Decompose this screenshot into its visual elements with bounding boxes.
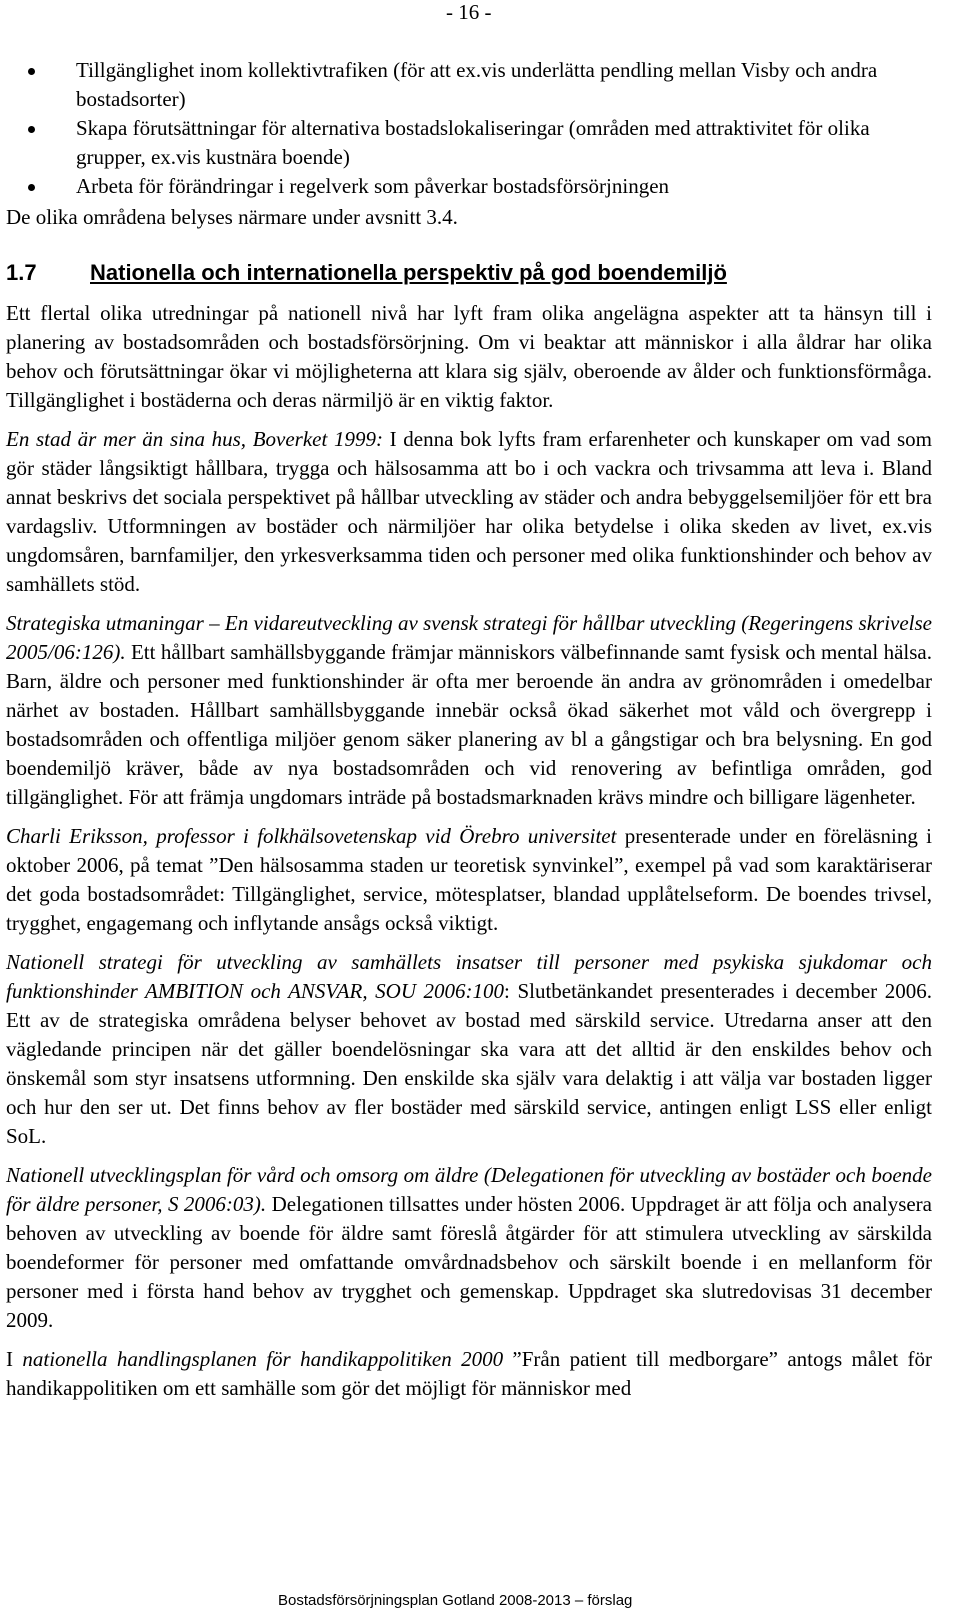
page-number: - 16 - xyxy=(446,0,492,24)
bullet-icon xyxy=(28,126,35,133)
paragraph-text: : Slutbetänkandet presenterades i december 2006. Ett av de strategiska områdena belyser behovet av bostad med särskild service. Utredarna anser att den vägledande principen när det gäller boendelösningar ska vara att det alltid är den enskildes behov och önskemål som styr insatsens utformning. Den enskilde ska själv vara delaktig i att välja var bostaden ligger och hur den ser ut. Det finns behov av fler bostäder med särskild service, antingen enligt LSS eller enligt SoL. xyxy=(6,979,932,1148)
intro-note: De olika områdena belyses närmare under avsnitt 3.4. xyxy=(6,205,458,229)
source-reference: Nationell strategi för utveckling av samhällets insatser till personer med psykiska sjukdomar och funktionshinder AMBITION och ANSVAR, SOU 2006:100 xyxy=(6,950,932,1003)
paragraph xyxy=(6,1345,932,1403)
page-footer: Bostadsförsörjningsplan Gotland 2008-2013 – förslag xyxy=(278,1592,633,1609)
list-item xyxy=(6,172,932,201)
source-reference: En stad är mer än sina hus, Boverket 1999: xyxy=(6,427,383,451)
paragraph-text: ”Från patient till medborgare” antogs målet för handikappolitiken om ett samhälle som gör det möjligt för människor med xyxy=(6,1347,933,1400)
source-reference: Strategiska utmaningar – En vidareutveckling av svensk strategi för hållbar utveckling (Regeringens skrivelse 2005/06:126). xyxy=(6,611,932,664)
source-reference: nationella handlingsplanen för handikappolitiken 2000 xyxy=(22,1347,504,1371)
bullet-icon xyxy=(28,68,35,75)
paragraph xyxy=(6,425,932,599)
paragraph xyxy=(6,948,932,1151)
section-heading xyxy=(6,259,932,287)
paragraph-text: I denna bok lyfts fram erfarenheter och kunskaper om vad som gör städer långsiktigt hållbara, trygga och hälsosamma att bo i och vackra och trivsamma att leva i. Bland annat beskrivs det sociala perspektivet på hållbar utveckling av städer och andra bebyggelsemiljöer för ett bra vardagsliv. Utformningen av bostäder och närmiljöer har olika betydelse i olika skeden av livet, ex.vis ungdomsåren, barnfamiljer, den yrkesverksamma tiden och personer med olika funktionshinder och behov av samhällets stöd. xyxy=(6,427,932,596)
paragraph xyxy=(6,1161,932,1335)
paragraph xyxy=(6,822,932,938)
list-item-text: Skapa förutsättningar för alternativa bostadslokaliseringar (områden med attraktivitet för olika grupper, ex.vis kustnära boende) xyxy=(76,116,870,169)
section-number: 1.7 xyxy=(6,260,37,285)
paragraph xyxy=(6,609,932,812)
source-reference: Nationell utvecklingsplan för vård och omsorg om äldre (Delegationen för utveckling av bostäder och boende för äldre personer, S 2006:03). xyxy=(6,1163,932,1216)
paragraph-text: Ett flertal olika utredningar på nationell nivå har lyft fram olika angelägna aspekter att ta hänsyn till i planering av bostadsområden och bostadsförsörjning. Om vi beaktar att människor i alla åldrar har olika behov och förutsättningar ökar vi möjligheterna att klara sig själv, oberoende av ålder och funktionsförmåga. Tillgänglighet i bostäderna och deras närmiljö är en viktig faktor. xyxy=(6,301,932,412)
list-item-text: Tillgänglighet inom kollektivtrafiken (för att ex.vis underlätta pendling mellan Visby och andra bostadsorter) xyxy=(76,58,878,111)
paragraph-prefix: I xyxy=(6,1347,23,1371)
paragraph-text: Ett hållbart samhällsbyggande främjar människors välbefinnande samt fysisk och mental hälsa. Barn, äldre och personer med funktionshinder är ofta mer beroende än andra av grönområden i omedelbar närhet av bostaden. Hållbart samhällsbyggande innebär också ökad säkerhet mot våld och övergrepp i bostadsområden och offentliga miljöer genom säker planering av bl a gångstigar och bra belysning. En god boendemiljö kräver, både av nya bostadsområden och vid renovering av befintliga områden, god tillgänglighet. För att främja ungdomars inträde på bostadsmarknaden krävs mindre och billigare lägenheter. xyxy=(6,640,932,809)
bullet-list xyxy=(6,56,932,201)
paragraph-text: presenterade under en föreläsning i oktober 2006, på temat ”Den hälsosamma staden ur teoretisk synvinkel”, exempel på vad som karaktäriserar det goda bostadsområdet: Tillgänglighet, service, mötesplatser, blandad upplåtelseform. De boendes trivsel, trygghet, engagemang och inflytande ansågs också viktigt. xyxy=(6,824,933,935)
paragraph xyxy=(6,299,932,415)
list-item xyxy=(6,114,932,172)
list-item-text: Arbeta för förändringar i regelverk som påverkar bostadsförsörjningen xyxy=(76,174,670,198)
list-item xyxy=(6,56,932,114)
document-body xyxy=(6,56,932,1413)
paragraph-text: Delegationen tillsattes under hösten 2006. Uppdraget är att följa och analysera behoven av utveckling av boende för äldre samt föreslå åtgärder för att stimulera utveckling av särskilda boendeformer för personer med omfattande omvårdnadsbehov och särskilt boende i en mellanform för personer med i första hand behov av trygghet och gemenskap. Uppdraget ska slutredovisas 31 december 2009. xyxy=(6,1192,932,1332)
bullet-icon xyxy=(28,184,35,191)
section-title: Nationella och internationella perspektiv på god boendemiljö xyxy=(90,260,727,285)
source-reference: Charli Eriksson, professor i folkhälsovetenskap vid Örebro universitet xyxy=(6,824,617,848)
